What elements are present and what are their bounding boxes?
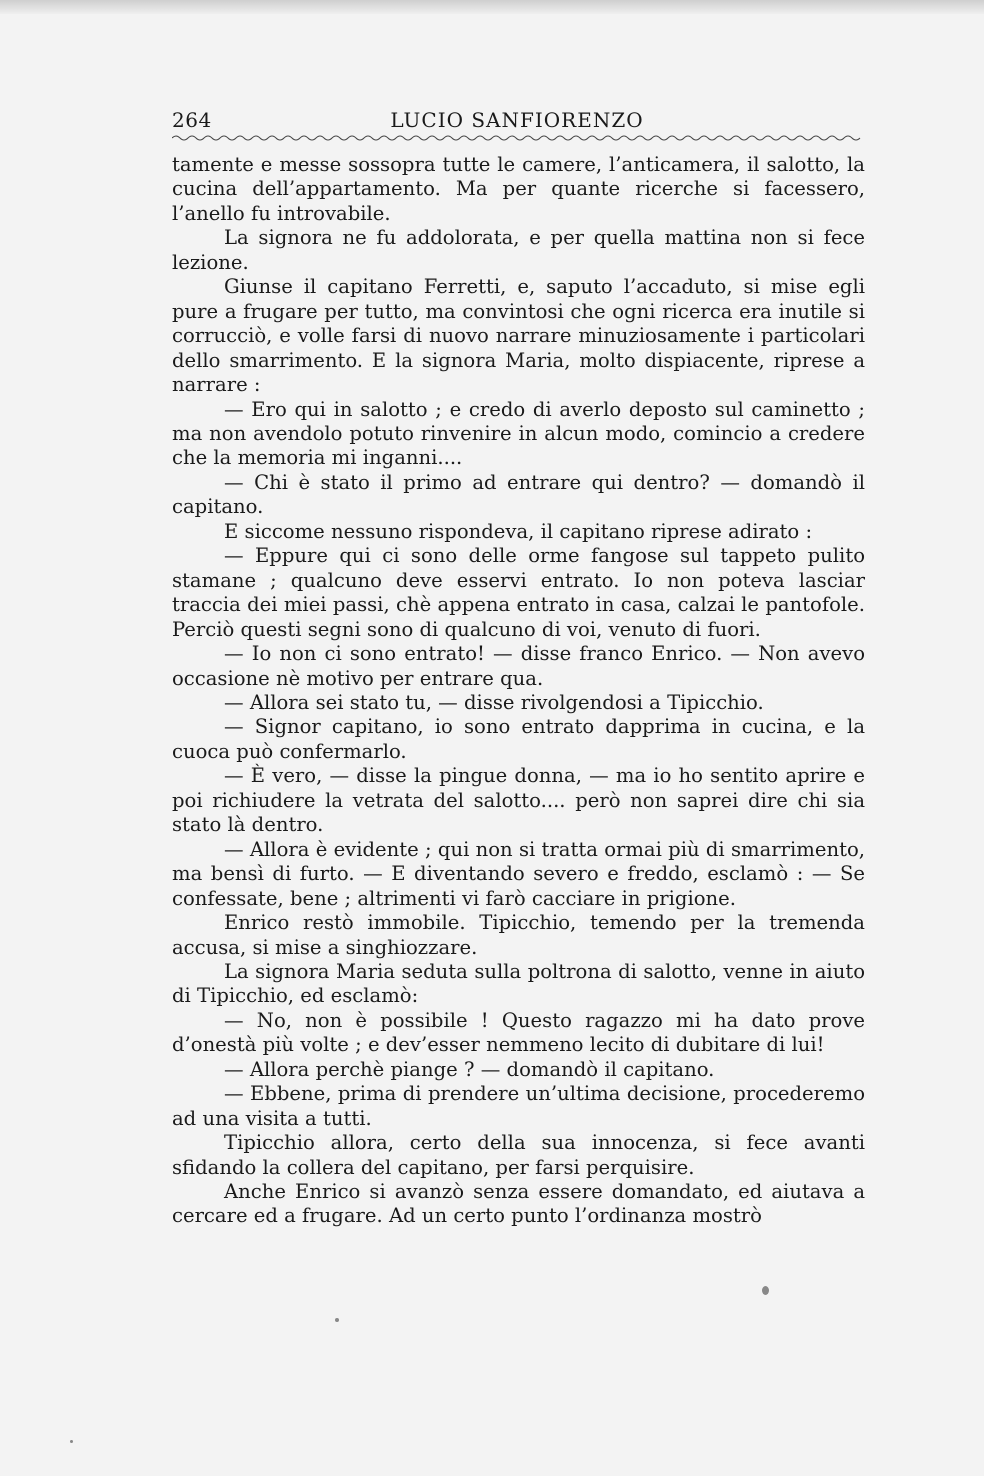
paragraph: La signora Maria seduta sulla poltrona di salotto, venne in aiuto di Tipicchio, ed esclamò: xyxy=(172,959,865,1008)
page-number: 264 xyxy=(172,108,212,132)
paragraph: — Allora perchè piange ? — domandò il capitano. xyxy=(224,1057,715,1081)
paragraph: Anche Enrico si avanzò senza essere domandato, ed aiutava a cercare ed a frugare. Ad un certo punto l’ordinanza mostrò xyxy=(172,1180,865,1228)
paragraph: — Chi è stato il primo ad entrare qui dentro? — domandò il capitano. xyxy=(172,470,865,519)
paragraph: — Ebbene, prima di prendere un’ultima decisione, procederemo ad una visita a tutti. xyxy=(172,1082,865,1130)
paragraph: — È vero, — disse la pingue donna, — ma io ho sentito aprire e poi richiudere la vetrata del salotto.... però non saprei dire chi sia stato là dentro. xyxy=(172,764,865,837)
body-text xyxy=(172,153,865,1229)
paragraph: Enrico restò immobile. Tipicchio, temendo per la tremenda accusa, si mise a singhiozzare. xyxy=(172,911,865,959)
paragraph: — Eppure qui ci sono delle orme fangose sul tappeto pulito stamane ; qualcuno deve esservi entrato. Io non poteva lasciar traccia dei miei passi, chè appena entrato in casa, calzai le pantofole. Perciò questi segni sono di qualcuno di voi, venuto di fuori. xyxy=(172,544,865,641)
paragraph: — Allora sei stato tu, — disse rivolgendosi a Tipicchio. xyxy=(224,690,764,714)
paragraph: La signora ne fu addolorata, e per quella mattina non si fece lezione. xyxy=(172,226,865,274)
paragraph: — No, non è possibile ! Questo ragazzo mi ha dato prove d’onestà più volte ; e dev’esser nemmeno lecito di dubitare di lui! xyxy=(172,1008,865,1057)
paragraph: — Allora è evidente ; qui non si tratta ormai più di smarrimento, ma bensì di furto. — E diventando severo e freddo, esclamò : — Se confessate, bene ; altrimenti vi farò cacciare in prigione. xyxy=(172,837,865,910)
paragraph: tamente e messe sossopra tutte le camere, l’anticamera, il salotto, la cucina dell’appartamento. Ma per quante ricerche si facessero, l’anello fu introvabile. xyxy=(172,153,865,225)
running-title: LUCIO SANFIORENZO xyxy=(390,108,644,132)
paragraph: — Io non ci sono entrato! — disse franco Enrico. — Non avevo occasione nè motivo per entrare qua. xyxy=(172,642,865,690)
header-wavy-rule xyxy=(172,134,862,142)
page-top-edge-shadow xyxy=(0,0,984,14)
paragraph: E siccome nessuno rispondeva, il capitano riprese adirato : xyxy=(224,519,813,543)
ink-speck xyxy=(762,1286,769,1295)
ink-speck xyxy=(335,1318,339,1322)
paragraph: — Ero qui in salotto ; e credo di averlo deposto sul caminetto ; ma non avendolo potuto rinvenire in alcun modo, comincio a credere che la memoria mi inganni.... xyxy=(172,397,865,470)
paragraph: Giunse il capitano Ferretti, e, saputo l’accaduto, si mise egli pure a frugare per tutto, ma convintosi che ogni ricerca era inutile si corrucciò, e volle farsi di nuovo narrare minuziosamente i particolari dello smarrimento. E la signora Maria, molto dispiacente, riprese a narrare : xyxy=(172,275,865,397)
paragraph: Tipicchio allora, certo della sua innocenza, si fece avanti sfidando la collera del capitano, per farsi perquisire. xyxy=(172,1131,865,1179)
paragraph: — Signor capitano, io sono entrato dapprima in cucina, e la cuoca può confermarlo. xyxy=(172,715,865,763)
ink-speck xyxy=(70,1440,73,1443)
